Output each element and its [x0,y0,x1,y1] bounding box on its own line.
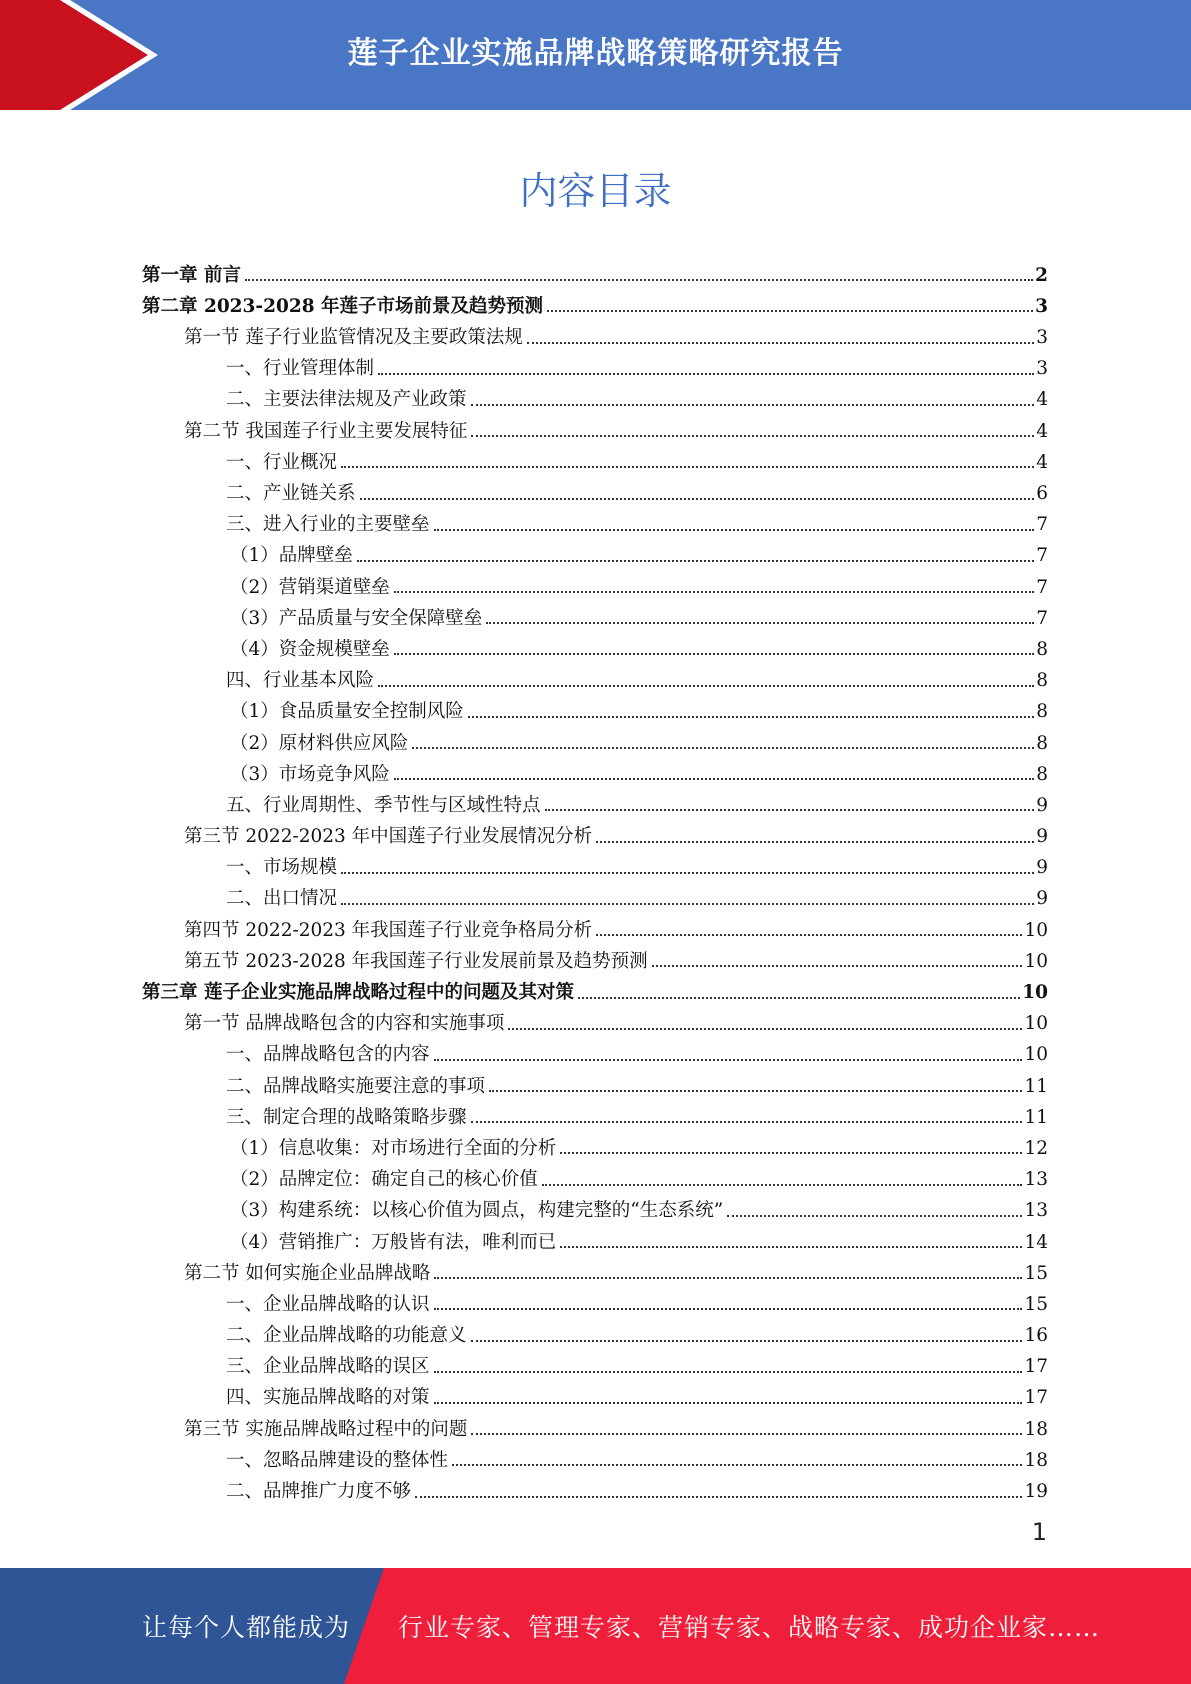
toc-entry-label: 三、企业品牌战略的误区 [226,1356,430,1378]
toc-leader-dots [394,591,1034,593]
toc-entry-page: 9 [1036,826,1048,848]
toc-entry[interactable] [142,1283,1048,1314]
toc-leader-dots [542,1184,1023,1186]
toc-entry-label: 第三章 莲子企业实施品牌战略过程中的问题及其对策 [142,982,574,1003]
toc-entry-label: （3）构建系统：以核心价值为圆点，构建完整的“生态系统” [230,1200,724,1222]
toc-entry[interactable] [142,1034,1048,1065]
toc-entry[interactable] [142,254,1048,285]
toc-entry-label: 第一节 品牌战略包含的内容和实施事项 [184,1013,505,1035]
toc-leader-dots [489,1090,1022,1092]
toc-entry-page: 9 [1036,794,1048,816]
toc-entry[interactable] [142,815,1048,846]
toc-entry-label: 第一节 莲子行业监管情况及主要政策法规 [184,327,523,349]
toc-entry-label: 二、产业链关系 [226,483,356,504]
toc-leader-dots [360,498,1035,500]
toc-entry[interactable] [142,1470,1048,1501]
toc-entry-label: （3）产品质量与安全保障壁垒 [230,607,483,629]
toc-leader-dots [434,1371,1023,1373]
toc-leader-dots [727,1215,1022,1217]
toc-entry-label: 二、企业品牌战略的功能意义 [226,1325,467,1347]
toc-leader-dots [341,466,1034,468]
toc-entry-label: 二、品牌推广力度不够 [226,1481,412,1502]
toc-entry-page: 17 [1024,1356,1048,1378]
toc-entry-page: 6 [1036,483,1048,504]
toc-entry-page: 13 [1024,1169,1048,1191]
toc-entry-label: 第二章 2023-2028 年莲子市场前景及趋势预测 [142,295,544,317]
toc-entry-page: 11 [1024,1106,1048,1128]
toc-entry[interactable] [142,1439,1048,1470]
toc-entry-label: （2）营销渠道壁垒 [230,576,390,598]
toc-entry[interactable] [142,597,1048,628]
toc-leader-dots [415,1496,1022,1498]
toc-entry-label: 第五节 2023-2028 年我国莲子行业发展前景及趋势预测 [184,950,648,972]
toc-entry[interactable] [142,566,1048,597]
toc-entry-label: 五、行业周期性、季节性与区域性特点 [226,794,541,816]
toc-entry-page: 10 [1022,982,1048,1003]
toc-leader-dots [471,404,1035,406]
toc-leader-dots [508,1028,1022,1030]
toc-leader-dots [596,841,1034,843]
toc-entry-label: 第二节 我国莲子行业主要发展特征 [184,420,468,442]
toc-entry-page: 8 [1036,732,1048,754]
toc-entry-label: 第一章 前言 [142,264,241,286]
toc-entry[interactable] [142,691,1048,722]
toc-entry-label: 一、品牌战略包含的内容 [226,1044,430,1066]
toc-entry-page: 10 [1024,919,1048,941]
toc-entry-page: 10 [1024,1044,1048,1066]
toc-entry-label: 二、品牌战略实施要注意的事项 [226,1075,486,1097]
toc-leader-dots [394,653,1034,655]
toc-leader-dots [378,685,1034,687]
toc-entry-label: （4）资金规模壁垒 [230,638,390,660]
toc-entry[interactable] [142,316,1048,347]
toc-entry[interactable] [142,1221,1048,1252]
toc-entry[interactable] [142,909,1048,940]
toc-leader-dots [378,373,1034,375]
toc-entry-page: 8 [1036,638,1048,660]
toc-entry-page: 3 [1035,295,1048,317]
toc-leader-dots [578,997,1020,999]
toc-entry-label: 一、企业品牌战略的认识 [226,1293,430,1315]
toc-entry-label: 第三节 实施品牌战略过程中的问题 [184,1418,468,1440]
toc-entry-page: 4 [1036,420,1048,442]
toc-leader-dots [394,778,1034,780]
toc-leader-dots [652,965,1023,967]
toc-entry[interactable] [142,504,1048,535]
toc-leader-dots [547,310,1033,312]
toc-entry-label: 第四节 2022-2023 年我国莲子行业竞争格局分析 [184,919,593,941]
toc-leader-dots [560,1246,1022,1248]
toc-entry-label: （1）信息收集：对市场进行全面的分析 [230,1137,557,1159]
toc-leader-dots [560,1152,1022,1154]
toc-entry-label: 一、行业管理体制 [226,358,375,380]
toc-entry-label: 第三节 2022-2023 年中国莲子行业发展情况分析 [184,826,593,848]
toc-entry-page: 15 [1024,1262,1048,1284]
toc-entry[interactable] [142,379,1048,410]
toc-leader-dots [341,903,1034,905]
toc-entry[interactable] [142,659,1048,690]
toc-entry-label: 一、行业概况 [226,451,338,473]
toc-entry[interactable] [142,1377,1048,1408]
toc-leader-dots [434,529,1035,531]
toc-entry-page: 8 [1036,670,1048,692]
toc-entry-page: 7 [1036,514,1048,536]
toc-entry-page: 8 [1036,701,1048,723]
toc-entry[interactable] [142,1065,1048,1096]
toc-entry[interactable] [142,472,1048,503]
toc-leader-dots [468,716,1034,718]
toc-entry[interactable] [142,1408,1048,1439]
toc-entry-page: 7 [1036,576,1048,598]
toc-entry[interactable] [142,1190,1048,1221]
toc-entry-label: 四、行业基本风险 [226,670,375,692]
toc-leader-dots [471,1340,1023,1342]
toc-entry-page: 12 [1024,1137,1048,1159]
toc-entry[interactable] [142,285,1048,316]
footer-slogan-left: 让每个人都能成为 [142,1613,351,1642]
toc-heading: 内容目录 [519,169,672,213]
toc-entry[interactable] [142,348,1048,379]
toc-entry-page: 19 [1024,1481,1048,1502]
toc-entry-label: 四、实施品牌战略的对策 [226,1387,430,1409]
toc-leader-dots [434,1402,1023,1404]
toc-entry-page: 4 [1036,389,1048,411]
toc-entry-page: 10 [1024,950,1048,972]
toc-leader-dots [527,342,1034,344]
toc-entry-page: 3 [1036,327,1048,349]
toc-entry-page: 18 [1024,1449,1048,1471]
toc-entry-label: 一、忽略品牌建设的整体性 [226,1449,449,1471]
toc-leader-dots [452,1464,1022,1466]
toc-entry-page: 14 [1024,1231,1048,1253]
toc-entry-page: 18 [1024,1418,1048,1440]
toc-leader-dots [434,1059,1023,1061]
toc-entry[interactable] [142,847,1048,878]
toc-leader-dots [341,872,1034,874]
toc-entry[interactable] [142,1003,1048,1034]
toc-entry-label: （3）市场竞争风险 [230,763,390,785]
toc-entry[interactable] [142,441,1048,472]
toc-entry-label: 三、制定合理的战略策略步骤 [226,1106,467,1128]
toc-entry[interactable] [142,1314,1048,1345]
toc-entry[interactable] [142,753,1048,784]
toc-entry-label: （2）品牌定位：确定自己的核心价值 [230,1169,538,1191]
toc-entry[interactable] [142,1346,1048,1377]
toc-entry-page: 13 [1024,1200,1048,1222]
toc-leader-dots [357,560,1034,562]
toc-entry-label: 第二节 如何实施企业品牌战略 [184,1262,431,1284]
toc-entry-label: （2）原材料供应风险 [230,732,409,754]
toc-leader-dots [245,279,1033,281]
toc-entry-page: 7 [1036,545,1048,567]
toc-entry-page: 7 [1036,607,1048,629]
header-title: 莲子企业实施品牌战略策略研究报告 [347,36,844,71]
toc-entry-label: （1）品牌壁垒 [230,545,353,567]
toc-leader-dots [471,1433,1022,1435]
toc-leader-dots [545,809,1035,811]
footer-banner [0,1568,1191,1684]
toc-entry[interactable] [142,878,1048,909]
toc-entry[interactable] [142,1096,1048,1127]
toc-entry[interactable] [142,722,1048,753]
toc-entry-label: （4）营销推广：万般皆有法，唯利而已 [230,1231,557,1253]
toc-entry-page: 2 [1035,264,1048,286]
toc-leader-dots [471,435,1034,437]
toc-entry-page: 3 [1036,358,1048,380]
toc-entry[interactable] [142,784,1048,815]
toc-leader-dots [434,1277,1022,1279]
toc-entry-page: 10 [1024,1013,1048,1035]
toc-leader-dots [486,622,1034,624]
toc-entry[interactable] [142,971,1048,1002]
toc-entry[interactable] [142,1158,1048,1189]
toc-entry-page: 16 [1024,1325,1048,1347]
toc-entry-label: 一、市场规模 [226,857,338,879]
toc-entry-label: 二、主要法律法规及产业政策 [226,389,467,411]
header-banner [0,0,1191,110]
toc-entry-page: 9 [1036,857,1048,879]
toc-entry-page: 11 [1024,1075,1048,1097]
toc-entry-page: 15 [1024,1293,1048,1315]
toc-leader-dots [434,1308,1023,1310]
toc-leader-dots [412,747,1034,749]
toc-entry-page: 4 [1036,451,1048,473]
toc-entry-label: 三、进入行业的主要壁垒 [226,514,430,536]
toc-entry-label: （1）食品质量安全控制风险 [230,701,464,723]
toc-entry-page: 17 [1024,1387,1048,1409]
toc-entry[interactable] [142,940,1048,971]
toc-entry[interactable] [142,1252,1048,1283]
toc-leader-dots [471,1121,1023,1123]
toc-entry-label: 二、出口情况 [226,888,338,910]
toc-entry[interactable] [142,628,1048,659]
toc-entry-page: 9 [1036,888,1048,910]
toc-entry[interactable] [142,1127,1048,1158]
toc-entry-page: 8 [1036,763,1048,785]
toc-entry[interactable] [142,535,1048,566]
toc-leader-dots [596,934,1022,936]
page-number: 1 [1031,1518,1047,1546]
table-of-contents [142,254,1048,1502]
footer-slogan-right: 行业专家、管理专家、营销专家、战略专家、成功企业家…… [398,1613,1101,1642]
toc-entry[interactable] [142,410,1048,441]
